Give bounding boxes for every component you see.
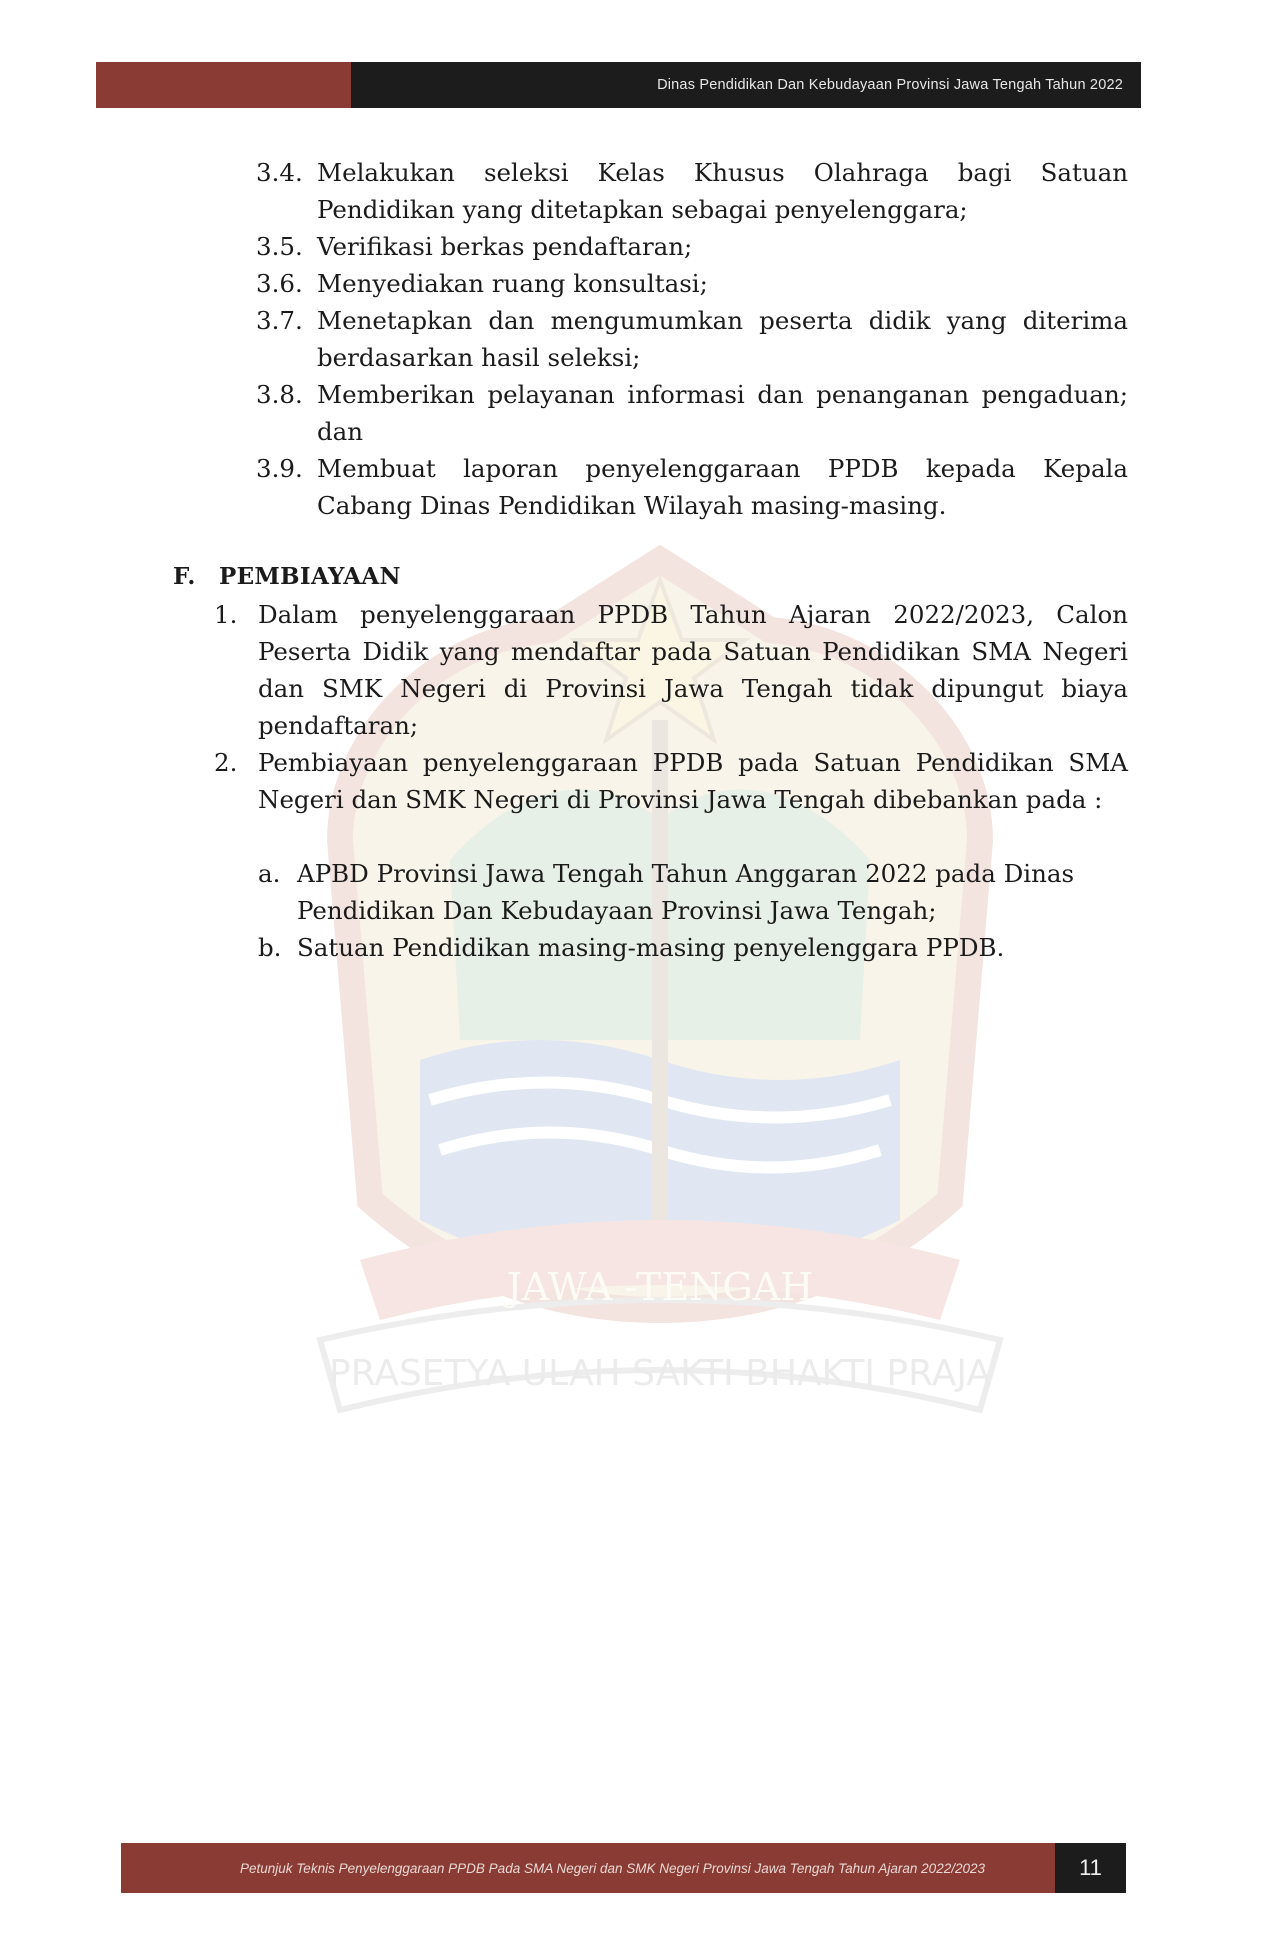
sub-item-text: Verifikasi berkas pendaftaran; (317, 232, 693, 261)
sub-item-number: 3.6. (256, 269, 303, 298)
list-item-1 (214, 596, 1128, 744)
header-title: Dinas Pendidikan Dan Kebudayaan Provinsi Jawa Tengah Tahun 2022 (351, 62, 1141, 108)
list-item-2 (214, 744, 1128, 818)
section-title: PEMBIAYAAN (219, 563, 401, 590)
sub-item-3-7 (256, 302, 1128, 376)
sub-item-text: Menyediakan ruang konsultasi; (317, 269, 708, 298)
sub-list-item-b (258, 929, 1128, 966)
sub-item-text: Melakukan seleksi Kelas Khusus Olahraga bagi Satuan Pendidikan yang ditetapkan sebagai penyelenggara; (317, 158, 1128, 224)
list-item-text: Dalam penyelenggaraan PPDB Tahun Ajaran 2022/2023, Calon Peserta Didik yang mendaftar pada Satuan Pendidikan SMA Negeri dan SMK Negeri di Provinsi Jawa Tengah tidak dipungut biaya pendaftaran; (258, 600, 1128, 740)
list-item-number: 1. (214, 600, 238, 629)
sub-item-number: 3.4. (256, 158, 303, 187)
list-item-text: Pembiayaan penyelenggaraan PPDB pada Satuan Pendidikan SMA Negeri dan SMK Negeri di Provinsi Jawa Tengah dibebankan pada : (258, 748, 1128, 814)
sub-list-item-text: APBD Provinsi Jawa Tengah Tahun Anggaran 2022 pada Dinas Pendidikan Dan Kebudayaan Provinsi Jawa Tengah; (297, 859, 1075, 925)
page-header (96, 62, 1141, 108)
sub-item-3-9 (256, 450, 1128, 524)
section-letter: F. (173, 563, 196, 590)
page-number: 11 (1055, 1843, 1126, 1893)
sub-item-number: 3.7. (256, 306, 303, 335)
section-heading (173, 558, 401, 595)
sub-item-text: Membuat laporan penyelenggaraan PPDB kepada Kepala Cabang Dinas Pendidikan Wilayah masing-masing. (317, 454, 1128, 520)
sub-item-number: 3.9. (256, 454, 303, 483)
watermark-ribbon-text: JAWA -TENGAH (506, 1265, 814, 1309)
header-accent-block (96, 62, 351, 108)
list-item-number: 2. (214, 748, 238, 777)
sub-item-3-5 (256, 228, 1128, 265)
sub-list-item-letter: b. (258, 933, 282, 962)
sub-item-3-8 (256, 376, 1128, 450)
sub-list-item-a (258, 855, 1128, 929)
sub-list-item-text: Satuan Pendidikan masing-masing penyelenggara PPDB. (297, 933, 1005, 962)
sub-item-number: 3.5. (256, 232, 303, 261)
watermark-motto-text: PRASETYA ULAH SAKTI BHAKTI PRAJA (329, 1353, 991, 1394)
sub-item-text: Memberikan pelayanan informasi dan penanganan pengaduan; dan (317, 380, 1128, 446)
sub-list-item-letter: a. (258, 859, 281, 888)
sub-item-text: Menetapkan dan mengumumkan peserta didik yang diterima berdasarkan hasil seleksi; (317, 306, 1128, 372)
page-footer (121, 1843, 1126, 1893)
sub-item-number: 3.8. (256, 380, 303, 409)
sub-item-3-6 (256, 265, 1128, 302)
sub-item-3-4 (256, 154, 1128, 228)
footer-text: Petunjuk Teknis Penyelenggaraan PPDB Pada SMA Negeri dan SMK Negeri Provinsi Jawa Tengah Tahun Ajaran 2022/2023 (121, 1843, 1055, 1893)
